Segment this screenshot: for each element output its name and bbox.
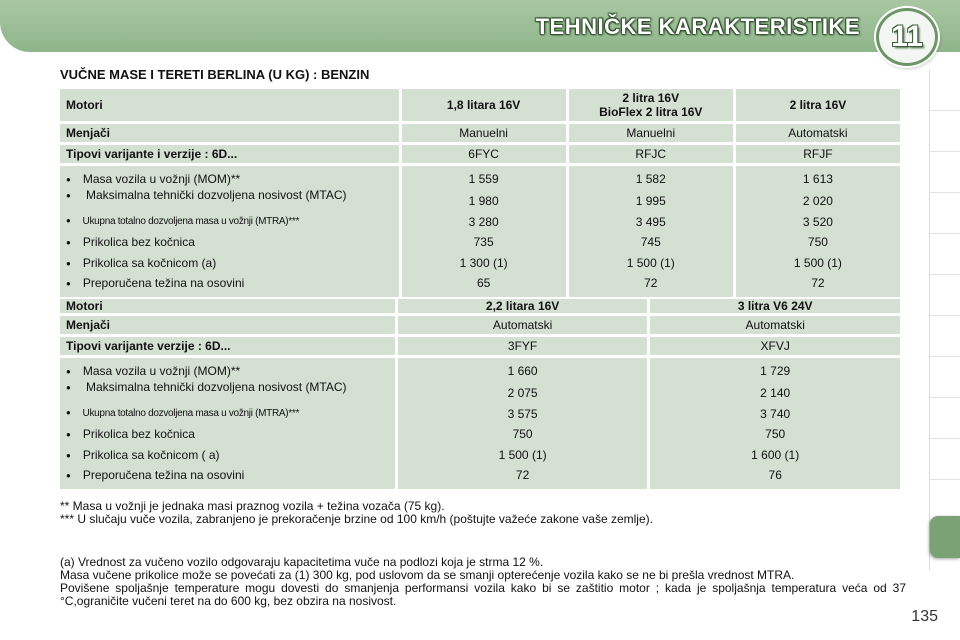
mass-value: 3 280 — [468, 214, 499, 229]
gearbox-value: Manuelni — [402, 124, 566, 142]
spec-table-2 — [57, 296, 903, 492]
mass-value: 1 729 — [760, 364, 791, 378]
mass-value: 72 — [644, 276, 658, 290]
header-engine-1: 1,8 litara 16V — [402, 89, 566, 121]
spec-table-1 — [57, 86, 903, 300]
header-engine-3: 2 litra 16V — [736, 89, 900, 121]
gearbox-value: Manuelni — [569, 124, 733, 142]
side-tabs — [929, 70, 960, 570]
side-tab[interactable] — [930, 70, 960, 111]
header-engine-2 — [569, 89, 733, 121]
gearbox-value: Automatski — [398, 316, 648, 334]
side-tab[interactable] — [930, 111, 960, 152]
side-tab[interactable] — [930, 439, 960, 480]
mass-value: 76 — [768, 468, 782, 482]
gearbox-value: Automatski — [650, 316, 900, 334]
mass-value: 1 300 (1) — [459, 255, 508, 270]
header-engines: Motori — [60, 89, 399, 121]
mass-value: 72 — [811, 276, 825, 290]
active-chapter-tab[interactable] — [930, 516, 960, 558]
mass-value: 3 520 — [802, 214, 833, 229]
side-tab[interactable] — [930, 316, 960, 357]
note-a: (a) Vrednost za vučeno vozilo odgovaraju kapacitetima vuče na podlozi koja je strma 12 %. — [60, 555, 544, 569]
footnote-mtra: *** U slučaju vuče vozila, zabranjeno je prekoračenje brzine od 100 km/h (poštujte važeće zakone vaše zemlje). — [60, 512, 653, 526]
chapter-number: 11 — [891, 20, 923, 53]
mass-value: 750 — [512, 427, 533, 441]
side-tab[interactable] — [930, 193, 960, 234]
variant-value: 6FYC — [402, 145, 566, 163]
mass-value: 2 020 — [802, 193, 833, 208]
variant-value: RFJF — [736, 145, 900, 163]
mass-label: ● Ukupna totalno dozvoljena masa u vožnji (MTRA)*** — [66, 212, 393, 233]
mass-value: 1 559 — [468, 172, 499, 186]
gearbox-label: Menjači — [60, 316, 395, 334]
mass-label: ● Prikolica sa kočnicom (a) — [66, 253, 393, 274]
chapter-badge — [876, 8, 938, 66]
mass-value: 1 500 (1) — [793, 255, 842, 270]
footnote-mom: ** Masa u vožnji je jednaka masi praznog vozila + težina vozača (75 kg). — [60, 499, 445, 513]
mass-label: ● Preporučena težina na osovini — [66, 273, 393, 294]
mass-value: 1 582 — [635, 172, 666, 186]
variant-value: 3FYF — [398, 337, 648, 355]
mass-value: 1 995 — [635, 193, 666, 208]
mass-label: ● Prikolica sa kočnicom ( a) — [66, 445, 389, 466]
gearbox-label: Menjači — [60, 124, 399, 142]
variant-value: XFVJ — [650, 337, 900, 355]
mass-value: 1 600 (1) — [751, 447, 800, 462]
mass-value: 1 980 — [468, 193, 499, 208]
notes-block — [60, 556, 906, 608]
mass-value: 750 — [807, 235, 828, 249]
side-tab[interactable] — [930, 234, 960, 275]
variants-label: Tipovi varijante i verzije : 6D... — [60, 145, 399, 163]
header-engines: Motori — [60, 299, 395, 313]
mass-value: 3 740 — [760, 406, 791, 421]
side-tab[interactable] — [930, 480, 960, 521]
mass-labels-cell — [60, 166, 399, 297]
page-header — [0, 0, 960, 52]
header-engine-2: 3 litra V6 24V — [650, 299, 900, 313]
mass-label: ● Prikolica bez kočnica — [66, 424, 389, 445]
variant-value: RFJC — [569, 145, 733, 163]
mass-value: 65 — [476, 276, 491, 290]
mass-values-col — [736, 166, 900, 297]
mass-values-col — [569, 166, 733, 297]
side-tab[interactable] — [930, 275, 960, 316]
mass-value: 750 — [765, 427, 786, 441]
mass-value: 3 495 — [635, 214, 666, 229]
mass-label: ● Masa vozila u vožnji (MOM)** — [66, 169, 393, 190]
mass-value: 745 — [640, 235, 661, 249]
mass-label-text: Maksimalna tehnički dozvoljena nosivost (MTAC) — [86, 187, 347, 202]
side-tab[interactable] — [930, 357, 960, 398]
side-tab[interactable] — [930, 398, 960, 439]
mass-label: ● Maksimalna tehnički dozvoljena nosivost (MTAC) — [66, 190, 393, 212]
mass-label-text: Maksimalna tehnički dozvoljena nosivost (MTAC) — [86, 379, 347, 394]
mass-value: 72 — [515, 468, 530, 482]
mass-values-col — [402, 166, 566, 297]
mass-label: ● Prikolica bez kočnica — [66, 232, 393, 253]
mass-value: 2 075 — [507, 385, 538, 400]
variants-label: Tipovi varijante verzije : 6D... — [60, 337, 395, 355]
header-title: TEHNIČKE KARAKTERISTIKE — [535, 14, 860, 39]
mass-value: 1 660 — [507, 364, 538, 378]
gearbox-value: Automatski — [736, 124, 900, 142]
mass-value: 2 140 — [760, 385, 791, 400]
mass-value: 3 575 — [507, 406, 538, 421]
header-engine-2-line2: BioFlex 2 litra 16V — [599, 105, 703, 119]
mass-label: ● Maksimalna tehnički dozvoljena nosivost (MTAC) — [66, 382, 389, 404]
mass-value: 1 613 — [802, 172, 833, 186]
note-temperature: Povišene spoljašnje temperature mogu dovesti do smanjenja performansi vozila kako bi se zaštitio motor ; kada je spoljašnja temperatura veća od 37 °C,ograničite vučeni teret na do 600 kg, bez obzira na nosivost. — [60, 581, 906, 608]
footnotes — [60, 500, 900, 526]
page-number: 135 — [911, 608, 938, 625]
mass-label: ● Ukupna totalno dozvoljena masa u vožnji (MTRA)*** — [66, 404, 389, 425]
mass-value: 735 — [473, 235, 494, 249]
note-trailer-mass: Masa vučene prikolice može se povećati za (1) 300 kg, pod uslovom da se smanji opterećenje vozila kako se ne bi prešla vrednost MTRA. — [60, 568, 795, 582]
side-tab[interactable] — [930, 152, 960, 193]
mass-value: 1 500 (1) — [498, 447, 547, 462]
mass-value: 1 500 (1) — [626, 255, 675, 270]
mass-labels-cell — [60, 358, 395, 489]
section-title: VUČNE MASE I TERETI BERLINA (U KG) : BENZIN — [60, 67, 370, 82]
mass-label: ● Masa vozila u vožnji (MOM)** — [66, 361, 389, 382]
mass-values-col — [398, 358, 648, 489]
header-engine-2-line1: 2 litra 16V — [622, 91, 680, 105]
header-engine-1: 2,2 litara 16V — [398, 299, 648, 313]
mass-values-col — [650, 358, 900, 489]
mass-label: ● Preporučena težina na osovini — [66, 465, 389, 486]
